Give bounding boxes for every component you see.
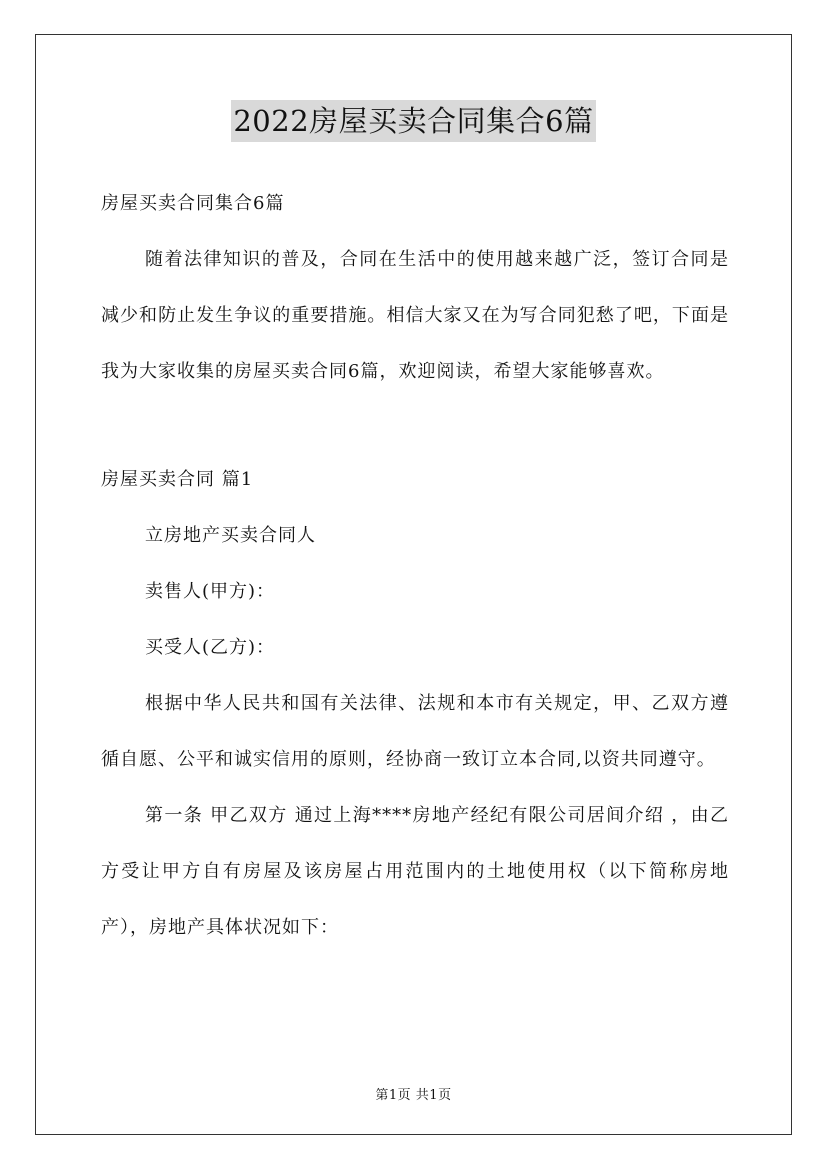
- article-one-paragraph: 第一条 甲乙双方 通过上海****房地产经纪有限公司居间介绍 ，由乙方受让甲方自有房屋及该房屋占用范围内的土地使用权（以下简称房地产），房地产具体状况如下：: [101, 805, 729, 938]
- document-title-text: 2022房屋买卖合同集合6篇: [231, 100, 595, 142]
- page-footer: [0, 1084, 827, 1103]
- legal-basis-paragraph: 根据中华人民共和国有关法律、法规和本市有关规定，甲、乙双方遵循自愿、公平和诚实信用的原则，经协商一致订立本合同,以资共同遵守。: [101, 693, 729, 770]
- paragraph-gap: [101, 400, 729, 452]
- document-subtitle: 房屋买卖合同集合6篇: [101, 193, 285, 214]
- document-title: [0, 100, 827, 142]
- document-body: [101, 176, 729, 956]
- buyer-line: 买受人(乙方)：: [145, 637, 276, 658]
- contract-parties-title: 立房地产买卖合同人: [145, 525, 316, 546]
- section-heading: 房屋买卖合同 篇1: [101, 469, 254, 490]
- intro-paragraph: 随着法律知识的普及，合同在生活中的使用越来越广泛，签订合同是减少和防止发生争议的重要措施。相信大家又在为写合同犯愁了吧，下面是我为大家收集的房屋买卖合同6篇，欢迎阅读，希望大家能够喜欢。: [101, 249, 729, 382]
- page-number: 第1页 共1页: [375, 1088, 452, 1103]
- seller-line: 卖售人(甲方)：: [145, 581, 276, 602]
